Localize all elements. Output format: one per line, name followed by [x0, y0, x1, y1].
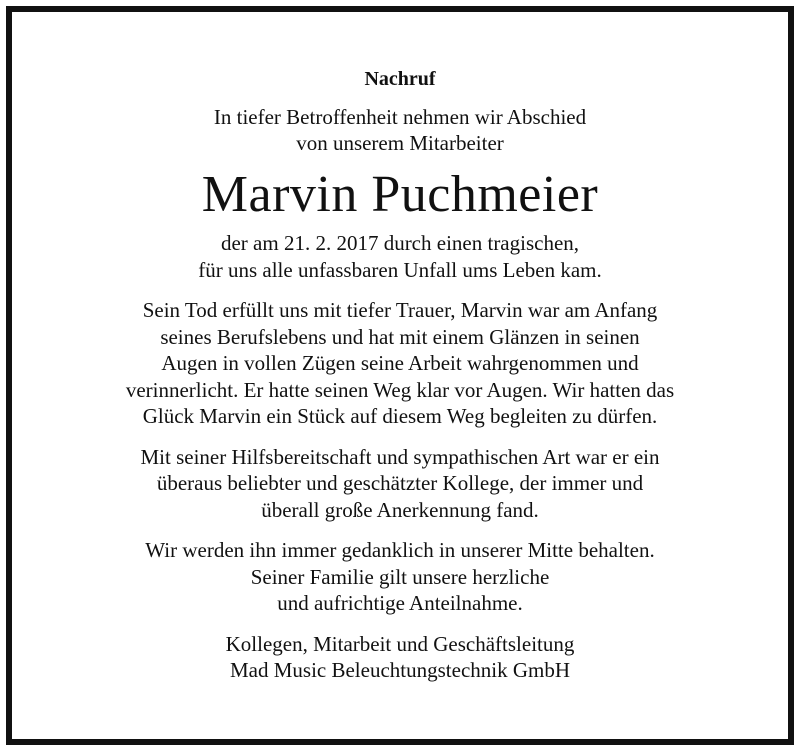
- tribute-line: Augen in vollen Zügen seine Arbeit wahrgenommen und: [161, 351, 639, 375]
- intro-line: von unserem Mitarbeiter: [296, 131, 504, 155]
- signature-block: [12, 631, 788, 684]
- death-line: für uns alle unfassbaren Unfall ums Leben kam.: [198, 257, 602, 282]
- tribute-line: Glück Marvin ein Stück auf diesem Weg begleiten zu dürfen.: [142, 404, 658, 428]
- tribute-line: Sein Tod erfüllt uns mit tiefer Trauer, Marvin war am Anfang: [142, 298, 658, 322]
- deceased-name: Marvin Puchmeier: [201, 166, 599, 223]
- spacer: [12, 430, 788, 444]
- condolence-block: [12, 564, 788, 617]
- obituary-content: [12, 66, 788, 684]
- spacer: [12, 523, 788, 537]
- death-block: [12, 230, 788, 283]
- signature-line: Kollegen, Mitarbeit und Geschäftsleitung: [225, 631, 575, 656]
- obituary-frame: [6, 6, 794, 745]
- tribute-line: verinnerlicht. Er hatte seinen Weg klar vor Augen. Wir hatten das: [125, 377, 675, 402]
- condolence-line: Seiner Familie gilt unsere herzliche: [250, 564, 550, 589]
- tribute-paragraph: [12, 297, 788, 430]
- condolence-line: und aufrichtige Anteilnahme.: [277, 591, 523, 615]
- tribute-line: seines Berufslebens und hat mit einem Glänzen in seinen: [160, 324, 640, 349]
- character-paragraph: [12, 444, 788, 524]
- character-line: überall große Anerkennung fand.: [261, 497, 539, 522]
- notice-heading: Nachruf: [364, 68, 436, 90]
- intro-line: In tiefer Betroffenheit nehmen wir Abschied: [213, 105, 587, 129]
- spacer: [12, 617, 788, 631]
- intro-block: [12, 104, 788, 156]
- signature-line: Mad Music Beleuchtungstechnik GmbH: [229, 658, 571, 682]
- spacer: [12, 283, 788, 297]
- memory-line: Wir werden ihn immer gedanklich in unserer Mitte behalten.: [145, 538, 655, 562]
- death-line: der am 21. 2. 2017 durch einen tragischen,: [220, 231, 580, 255]
- character-line: überaus beliebter und geschätzter Kollege, der immer und: [156, 471, 644, 495]
- character-line: Mit seiner Hilfsbereitschaft und sympathischen Art war er ein: [140, 444, 660, 469]
